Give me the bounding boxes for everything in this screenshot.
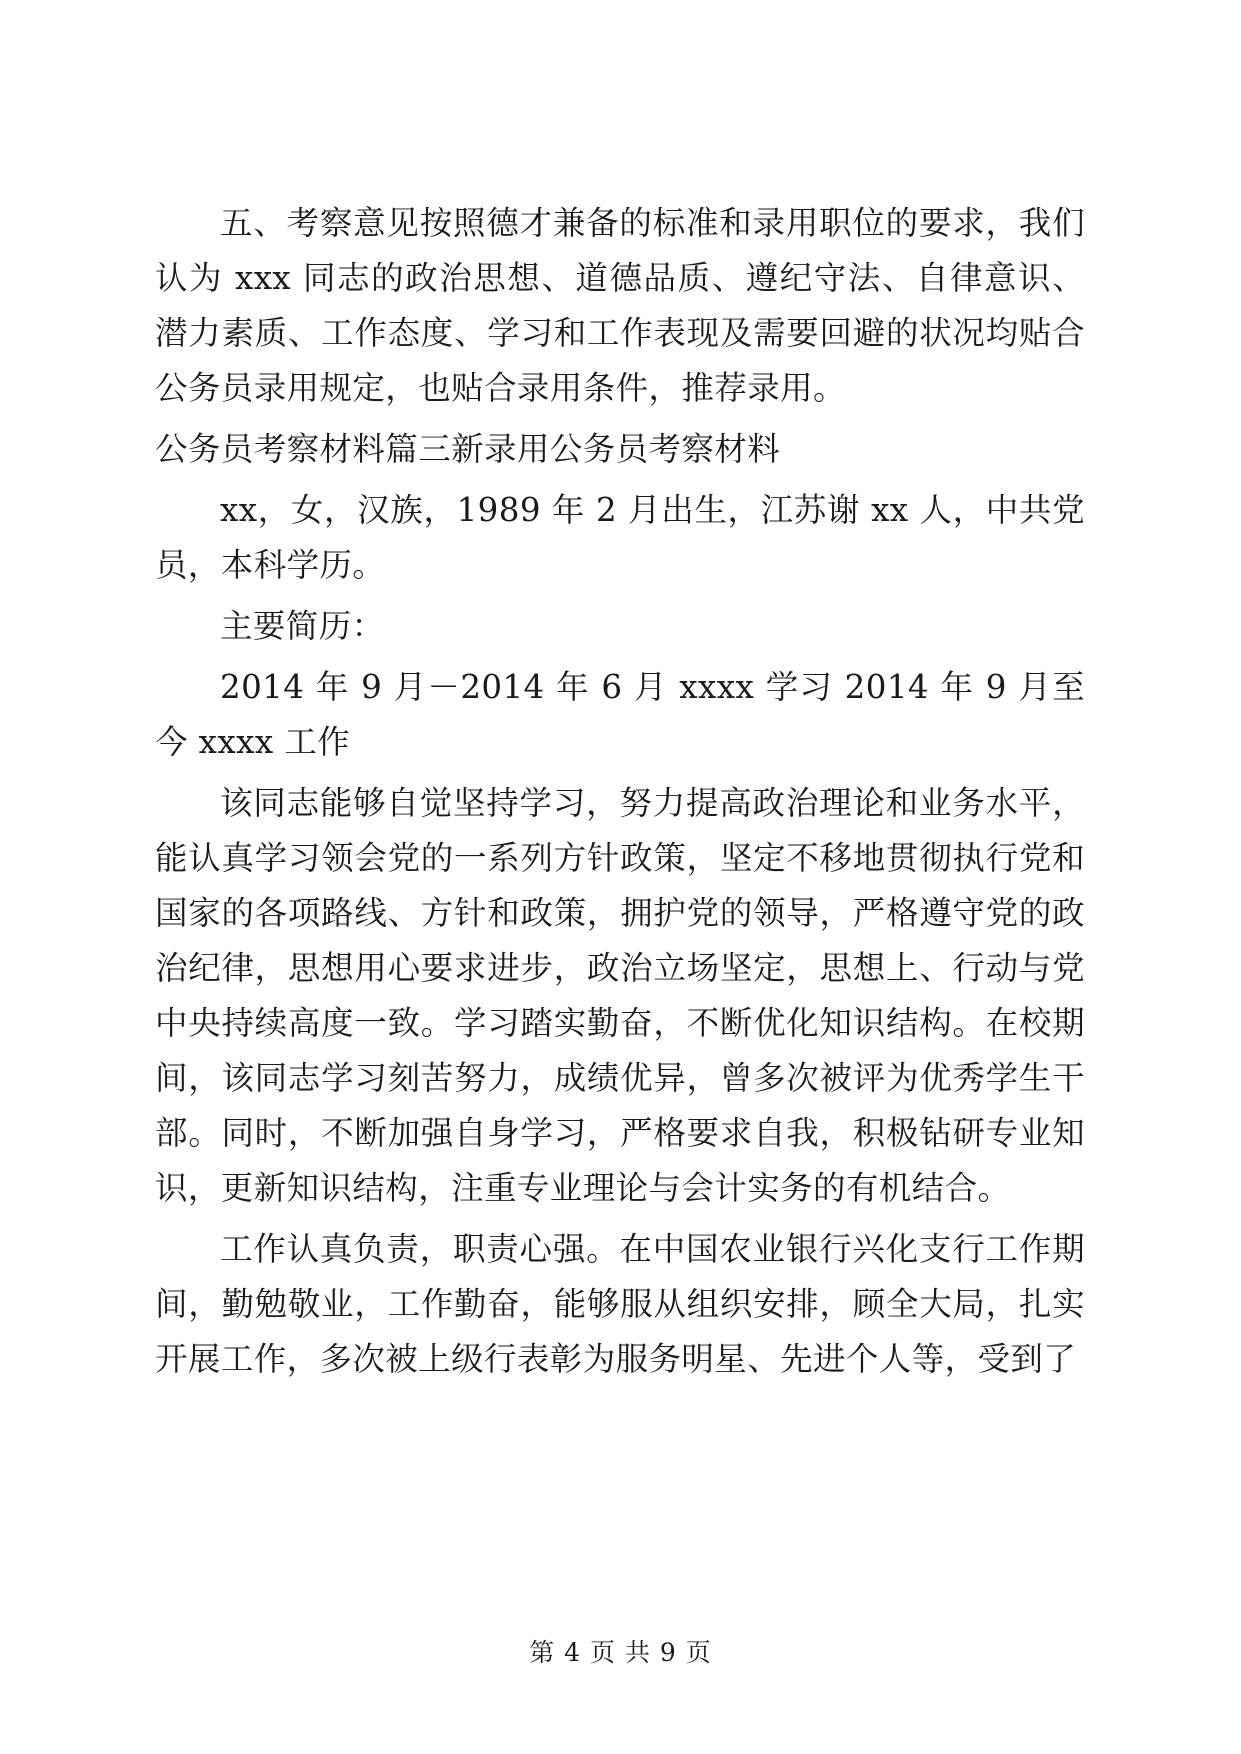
- paragraph-resume-detail: 2014 年 9 月－2014 年 6 月 xxxx 学习 2014 年 9 月至今 xxxx 工作: [155, 668, 1085, 761]
- paragraph-study-evaluation: 该同志能够自觉坚持学习，努力提高政治理论和业务水平，能认真学习领会党的一系列方针政策，坚定不移地贯彻执行党和国家的各项路线、方针和政策，拥护党的领导，严格遵守党的政治纪律，思想用心要求进步，政治立场坚定，思想上、行动与党中央持续高度一致。学习踏实勤奋，不断优化知识结构。在校期间，该同志学习刻苦努力，成绩优异，曾多次被评为优秀学生干部。同时，不断加强自身学习，严格要求自我，积极钻研专业知识，更新知识结构，注重专业理论与会计实务的有机结合。: [155, 784, 1085, 1207]
- paragraph-resume-label: 主要简历：: [220, 607, 385, 645]
- paragraph-basic-info: xx，女，汉族，1989 年 2 月出生，江苏谢 xx 人，中共党员，本科学历。: [155, 491, 1085, 584]
- paragraph-inspection-opinion: 五、考察意见按照德才兼备的标准和录用职位的要求，我们认为 xxx 同志的政治思想、道德品质、遵纪守法、自律意识、潜力素质、工作态度、学习和工作表现及需要回避的状况均贴合公务员录用规定，也贴合录用条件，推荐录用。: [155, 204, 1085, 407]
- paragraph-section-heading: 公务员考察材料篇三新录用公务员考察材料: [155, 430, 781, 468]
- paragraph-work-evaluation: 工作认真负责，职责心强。在中国农业银行兴化支行工作期间，勤勉敬业，工作勤奋，能够服从组织安排，顾全大局，扎实开展工作，多次被上级行表彰为服务明星、先进个人等，受到了: [155, 1230, 1085, 1378]
- document-body: [155, 196, 1085, 1387]
- page-footer: 第 4 页 共 9 页: [529, 1638, 712, 1667]
